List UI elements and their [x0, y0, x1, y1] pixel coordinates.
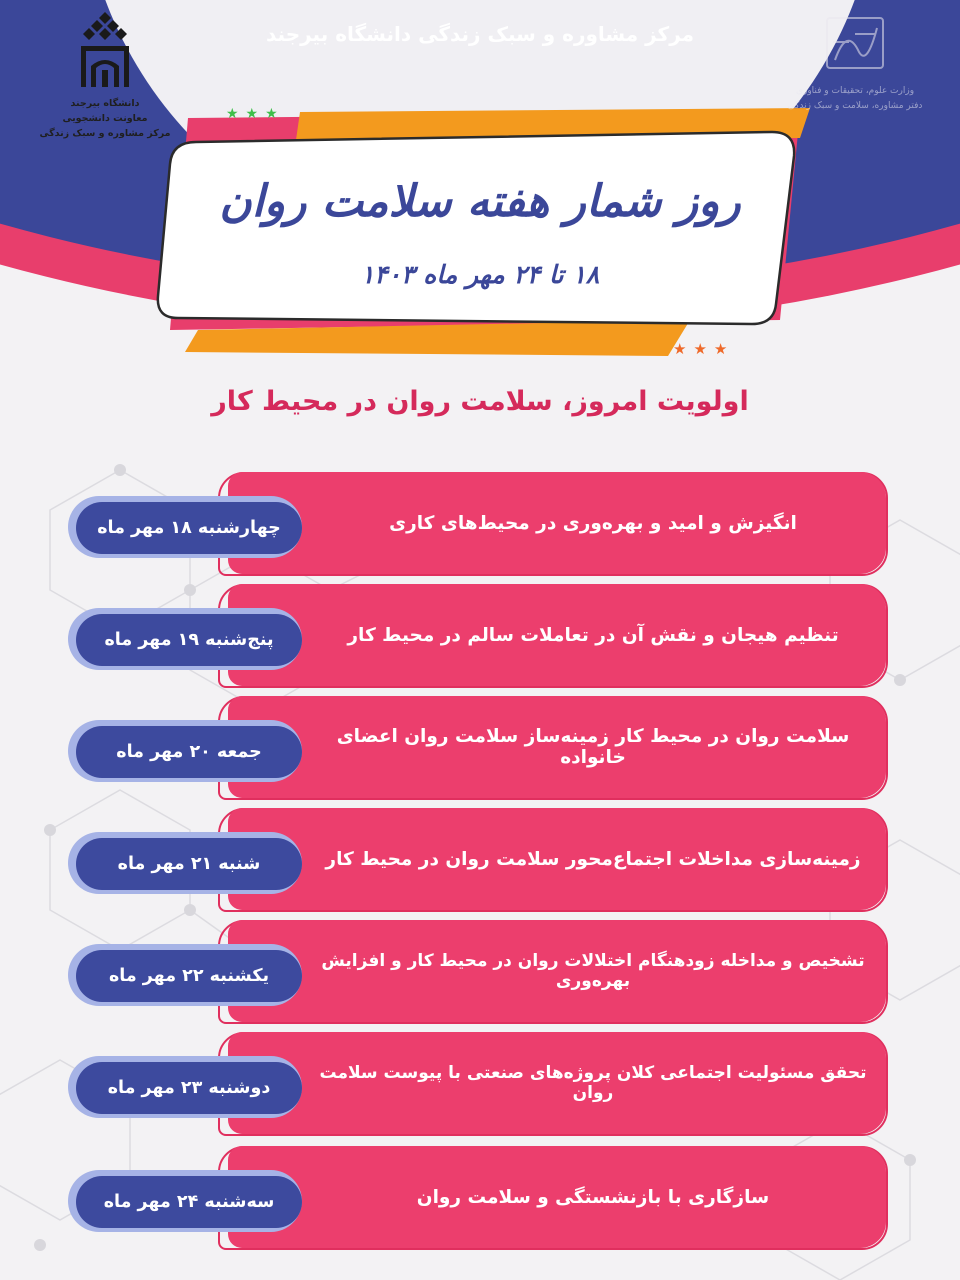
day-pill: پنج‌شنبه ۱۹ مهر ماه — [76, 614, 302, 666]
ministry-logo — [770, 12, 940, 114]
day-pill: چهارشنبه ۱۸ مهر ماه — [76, 502, 302, 554]
green-stars-icon: ★★★ — [226, 106, 285, 122]
day-pill: یکشنبه ۲۲ مهر ماه — [76, 950, 302, 1002]
orange-stars-icon: ★★★ — [673, 340, 735, 358]
ministry-line-1: وزارت علوم، تحقیقات و فناوری — [795, 86, 915, 96]
schedule-row — [68, 472, 886, 576]
schedule-row — [68, 920, 886, 1024]
topic-text: انگیزش و امید و بهره‌وری در محیط‌های کاری — [389, 512, 797, 534]
topic-text: سلامت روان در محیط کار زمینه‌ساز سلامت روان اعضای خانواده — [336, 726, 850, 768]
logo-line-university: دانشگاه بیرجند — [70, 98, 140, 109]
schedule-row — [68, 808, 886, 912]
schedule-row — [68, 584, 886, 688]
university-logo — [30, 10, 180, 141]
header-title: مرکز مشاوره و سبک زندگی دانشگاه بیرجند — [265, 22, 695, 46]
topic-text: سازگاری با بازنشستگی و سلامت روان — [416, 1186, 770, 1208]
banner-date-range: ۱۸ تا ۲۴ مهر ماه ۱۴۰۳ — [360, 260, 600, 289]
topic-text: زمینه‌سازی مداخلات اجتماع‌محور سلامت روان در محیط کار — [325, 848, 861, 870]
day-pill: سه‌شنبه ۲۴ مهر ماه — [76, 1176, 302, 1228]
topic-text: تنظیم هیجان و نقش آن در تعاملات سالم در محیط کار — [347, 624, 839, 646]
university-emblem-icon — [75, 10, 135, 92]
day-pill: شنبه ۲۱ مهر ماه — [76, 838, 302, 890]
logo-line-deputy: معاونت دانشجویی — [62, 113, 148, 124]
banner-title: روز شمار هفته سلامت روان — [219, 176, 741, 227]
ministry-emblem-icon — [819, 12, 891, 76]
schedule-row — [68, 696, 886, 800]
schedule-row — [68, 1032, 886, 1136]
priority-headline: اولویت امروز، سلامت روان در محیط کار — [211, 386, 749, 417]
ministry-line-2: دفتر مشاوره، سلامت و سبک زندگی — [787, 101, 923, 111]
day-pill: دوشنبه ۲۳ مهر ماه — [76, 1062, 302, 1114]
schedule-row — [68, 1146, 886, 1250]
topic-text: تحقق مسئولیت اجتماعی کلان پروژه‌های صنعتی با پیوست سلامت روان — [319, 1063, 867, 1103]
topic-text: تشخیص و مداخله زودهنگام اختلالات روان در محیط کار و افزایش بهره‌وری — [321, 951, 865, 991]
logo-line-center: مرکز مشاوره و سبک زندگی — [39, 128, 171, 139]
day-pill: جمعه ۲۰ مهر ماه — [76, 726, 302, 778]
